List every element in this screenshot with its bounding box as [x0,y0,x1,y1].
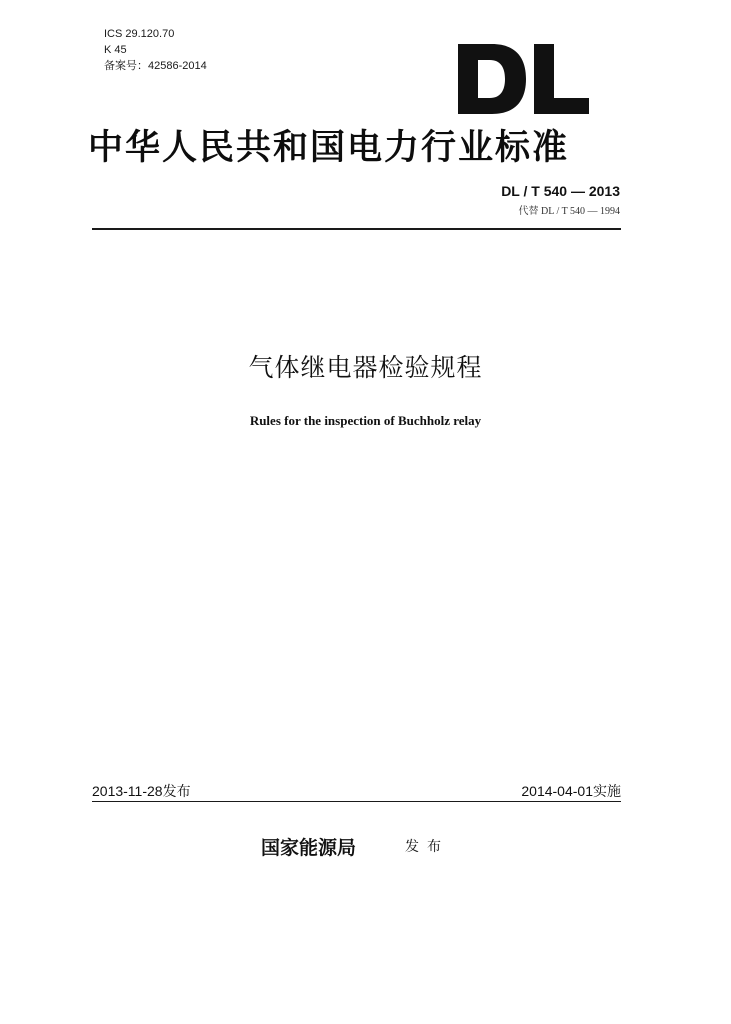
document-title-english: Rules for the inspection of Buchholz relay [249,413,482,428]
publish-label: 发布 [405,839,449,855]
standard-number: DL / T 540 — 2013 [501,183,620,199]
dl-logo-graphic [458,44,590,114]
effective-date: 2014-04-01实施 [521,783,621,799]
classification-block [104,26,207,74]
dl-logo [458,44,590,114]
standard-category-title: 中华人民共和国电力行业标准 [88,127,570,168]
ics-code: ICS 29.120.70 [104,28,175,40]
footer-divider [92,801,621,802]
publisher-name: 国家能源局 [261,837,357,859]
issue-date: 2013-11-28发布 [92,783,191,799]
record-number: 备案号：42586-2014 [104,60,207,72]
document-title-chinese: 气体继电器检验规程 [248,353,483,382]
ccs-code: K 45 [104,44,127,56]
header-divider [92,228,621,230]
replaced-standard: 代替 DL / T 540 — 1994 [518,206,620,217]
